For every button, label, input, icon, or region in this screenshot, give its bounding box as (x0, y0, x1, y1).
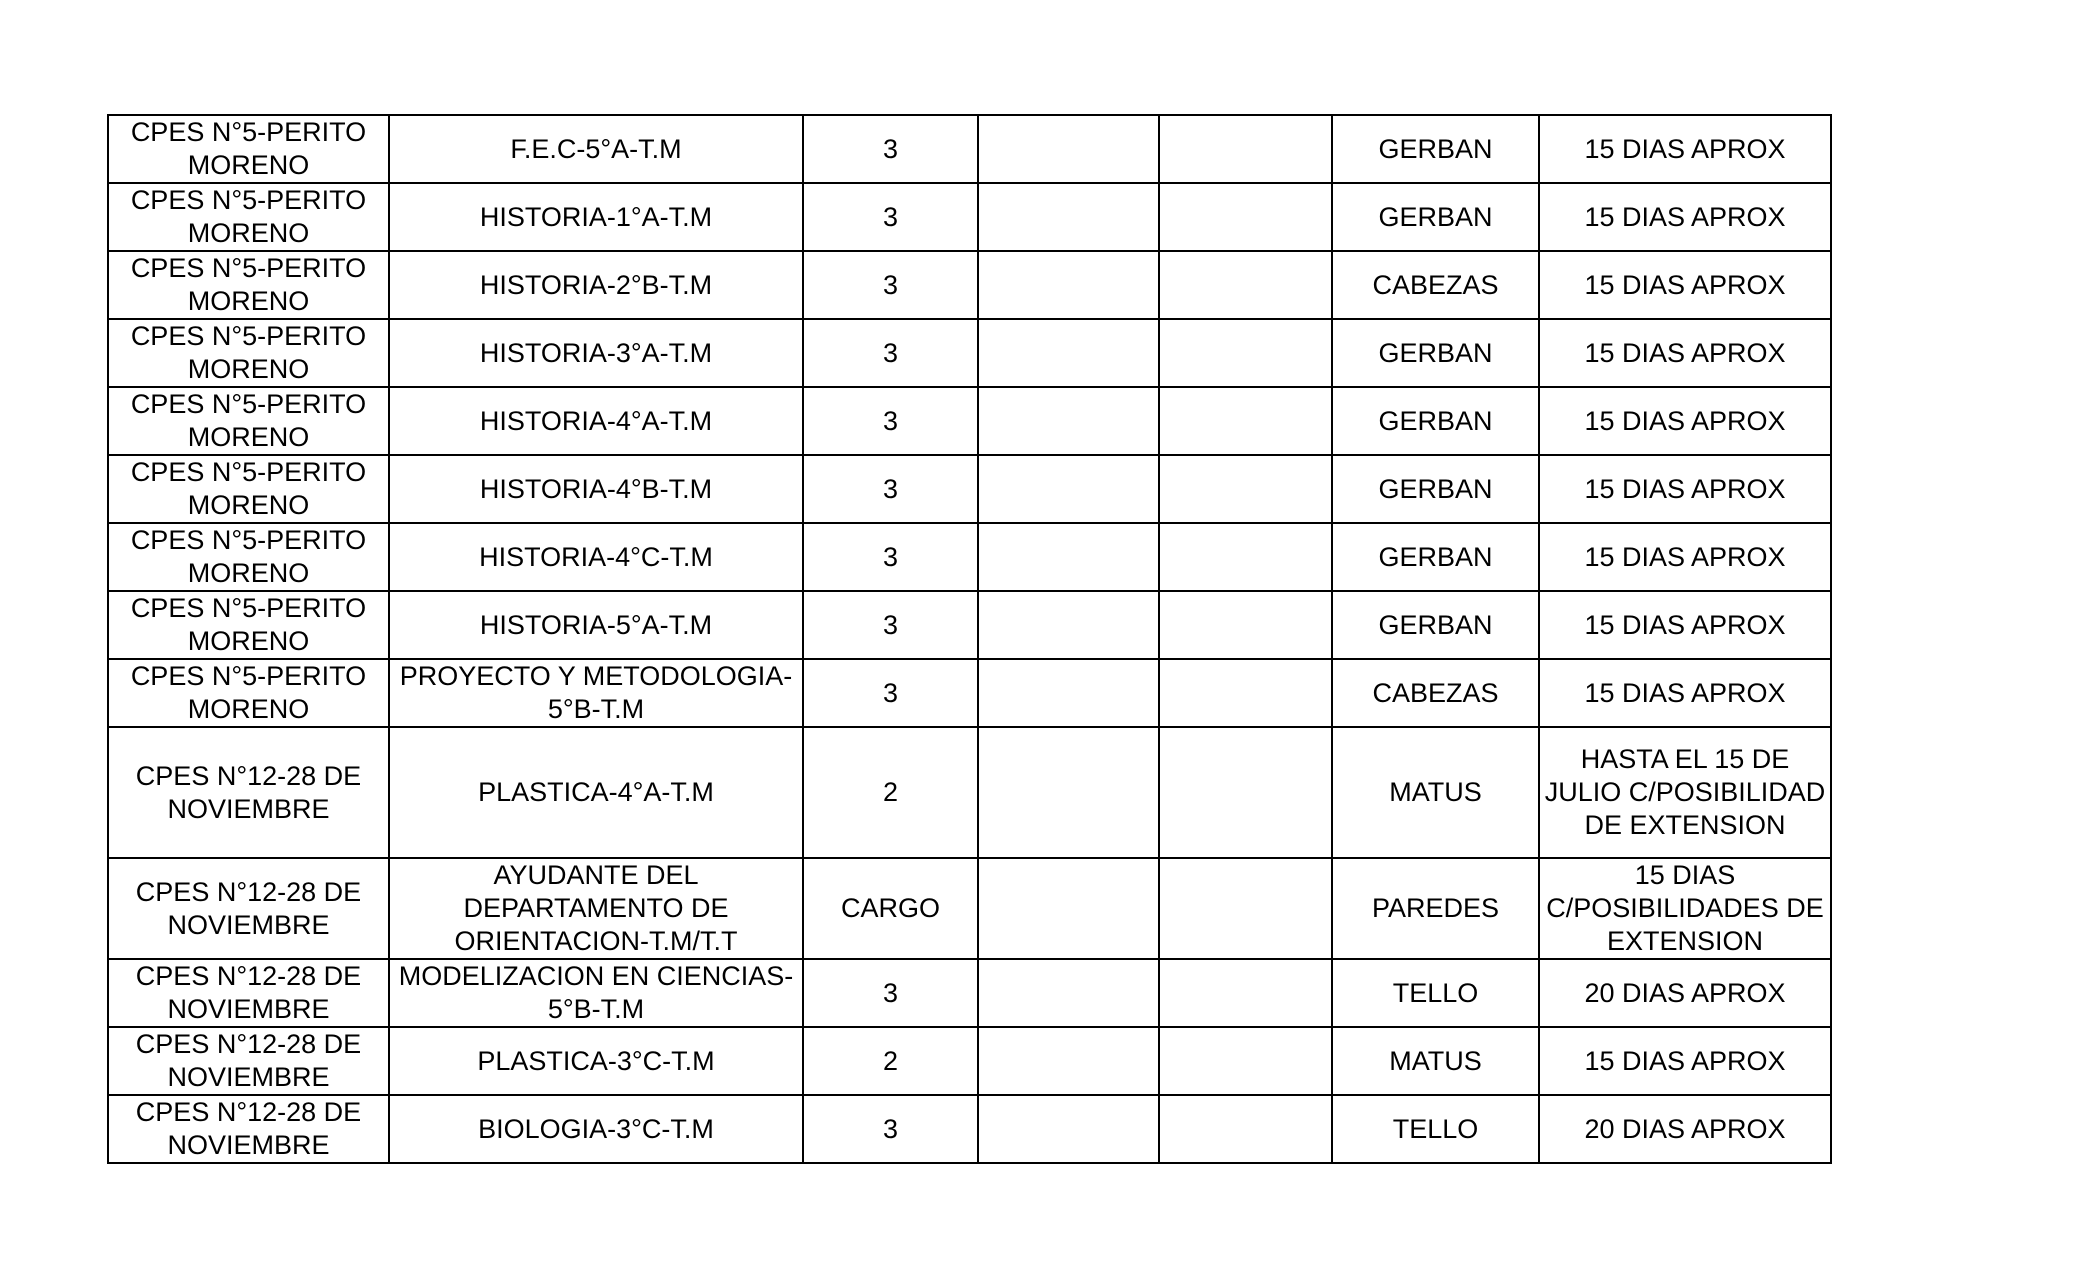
school-cell: CPES N°5-PERITO MORENO (108, 387, 389, 455)
duration-cell: HASTA EL 15 DE JULIO C/POSIBILIDAD DE EXTENSION (1539, 727, 1831, 858)
duration-cell: 15 DIAS APROX (1539, 319, 1831, 387)
table-row (108, 387, 1831, 455)
teacher-cell: CABEZAS (1332, 251, 1539, 319)
duration-cell: 15 DIAS C/POSIBILIDADES DE EXTENSION (1539, 858, 1831, 959)
teacher-cell: TELLO (1332, 959, 1539, 1027)
hours-cell: 3 (803, 591, 978, 659)
empty-cell (1159, 1095, 1332, 1163)
hours-cell: 3 (803, 387, 978, 455)
duration-cell: 15 DIAS APROX (1539, 523, 1831, 591)
teacher-cell: GERBAN (1332, 319, 1539, 387)
table-row (108, 251, 1831, 319)
subject-cell: HISTORIA-4°B-T.M (389, 455, 803, 523)
empty-cell (1159, 1027, 1332, 1095)
subject-cell: PROYECTO Y METODOLOGIA- 5°B-T.M (389, 659, 803, 727)
teacher-cell: TELLO (1332, 1095, 1539, 1163)
empty-cell (1159, 387, 1332, 455)
subject-cell: HISTORIA-4°C-T.M (389, 523, 803, 591)
duration-cell: 15 DIAS APROX (1539, 183, 1831, 251)
table-row (108, 183, 1831, 251)
table-row (108, 727, 1831, 858)
subject-cell: BIOLOGIA-3°C-T.M (389, 1095, 803, 1163)
table-row (108, 523, 1831, 591)
subject-cell: HISTORIA-5°A-T.M (389, 591, 803, 659)
hours-cell: 2 (803, 1027, 978, 1095)
empty-cell (978, 387, 1159, 455)
hours-cell: 3 (803, 659, 978, 727)
empty-cell (978, 251, 1159, 319)
empty-cell (978, 959, 1159, 1027)
empty-cell (978, 115, 1159, 183)
teacher-cell: MATUS (1332, 727, 1539, 858)
teacher-cell: PAREDES (1332, 858, 1539, 959)
school-cell: CPES N°12-28 DE NOVIEMBRE (108, 959, 389, 1027)
empty-cell (1159, 115, 1332, 183)
table-row (108, 115, 1831, 183)
subject-cell: MODELIZACION EN CIENCIAS- 5°B-T.M (389, 959, 803, 1027)
hours-cell: 3 (803, 251, 978, 319)
subject-cell: AYUDANTE DEL DEPARTAMENTO DE ORIENTACION-T.M/T.T (389, 858, 803, 959)
subject-cell: PLASTICA-4°A-T.M (389, 727, 803, 858)
school-cell: CPES N°5-PERITO MORENO (108, 251, 389, 319)
empty-cell (1159, 659, 1332, 727)
subject-cell: F.E.C-5°A-T.M (389, 115, 803, 183)
teacher-cell: GERBAN (1332, 183, 1539, 251)
school-cell: CPES N°12-28 DE NOVIEMBRE (108, 1095, 389, 1163)
table-row (108, 858, 1831, 959)
empty-cell (978, 523, 1159, 591)
duration-cell: 20 DIAS APROX (1539, 1095, 1831, 1163)
hours-cell: 3 (803, 523, 978, 591)
school-cell: CPES N°5-PERITO MORENO (108, 319, 389, 387)
empty-cell (978, 1095, 1159, 1163)
school-cell: CPES N°12-28 DE NOVIEMBRE (108, 858, 389, 959)
hours-cell: 3 (803, 455, 978, 523)
subject-cell: HISTORIA-1°A-T.M (389, 183, 803, 251)
hours-cell: 2 (803, 727, 978, 858)
empty-cell (978, 659, 1159, 727)
empty-cell (978, 591, 1159, 659)
empty-cell (978, 183, 1159, 251)
hours-cell: 3 (803, 183, 978, 251)
hours-cell: 3 (803, 115, 978, 183)
teacher-cell: GERBAN (1332, 455, 1539, 523)
empty-cell (1159, 858, 1332, 959)
duration-cell: 15 DIAS APROX (1539, 251, 1831, 319)
table-row (108, 319, 1831, 387)
school-cell: CPES N°12-28 DE NOVIEMBRE (108, 727, 389, 858)
duration-cell: 15 DIAS APROX (1539, 659, 1831, 727)
table-row (108, 591, 1831, 659)
duration-cell: 15 DIAS APROX (1539, 387, 1831, 455)
empty-cell (978, 455, 1159, 523)
school-cell: CPES N°5-PERITO MORENO (108, 115, 389, 183)
empty-cell (1159, 959, 1332, 1027)
empty-cell (978, 1027, 1159, 1095)
duration-cell: 15 DIAS APROX (1539, 1027, 1831, 1095)
hours-cell: CARGO (803, 858, 978, 959)
school-cell: CPES N°5-PERITO MORENO (108, 659, 389, 727)
hours-cell: 3 (803, 959, 978, 1027)
empty-cell (1159, 523, 1332, 591)
teacher-cell: GERBAN (1332, 523, 1539, 591)
teacher-cell: GERBAN (1332, 387, 1539, 455)
duration-cell: 15 DIAS APROX (1539, 115, 1831, 183)
school-cell: CPES N°5-PERITO MORENO (108, 523, 389, 591)
subject-cell: HISTORIA-2°B-T.M (389, 251, 803, 319)
table-row (108, 455, 1831, 523)
duration-cell: 20 DIAS APROX (1539, 959, 1831, 1027)
empty-cell (1159, 251, 1332, 319)
empty-cell (1159, 727, 1332, 858)
table-row (108, 659, 1831, 727)
empty-cell (1159, 591, 1332, 659)
school-cell: CPES N°5-PERITO MORENO (108, 183, 389, 251)
empty-cell (1159, 455, 1332, 523)
teacher-cell: GERBAN (1332, 591, 1539, 659)
duration-cell: 15 DIAS APROX (1539, 455, 1831, 523)
subject-cell: HISTORIA-4°A-T.M (389, 387, 803, 455)
subject-cell: PLASTICA-3°C-T.M (389, 1027, 803, 1095)
school-cell: CPES N°5-PERITO MORENO (108, 591, 389, 659)
school-cell: CPES N°5-PERITO MORENO (108, 455, 389, 523)
empty-cell (978, 727, 1159, 858)
empty-cell (978, 858, 1159, 959)
empty-cell (1159, 319, 1332, 387)
school-cell: CPES N°12-28 DE NOVIEMBRE (108, 1027, 389, 1095)
table-row (108, 959, 1831, 1027)
assignments-table (107, 114, 1832, 1164)
empty-cell (978, 319, 1159, 387)
empty-cell (1159, 183, 1332, 251)
teacher-cell: GERBAN (1332, 115, 1539, 183)
duration-cell: 15 DIAS APROX (1539, 591, 1831, 659)
teacher-cell: MATUS (1332, 1027, 1539, 1095)
table-row (108, 1027, 1831, 1095)
table-row (108, 1095, 1831, 1163)
hours-cell: 3 (803, 319, 978, 387)
teacher-cell: CABEZAS (1332, 659, 1539, 727)
subject-cell: HISTORIA-3°A-T.M (389, 319, 803, 387)
hours-cell: 3 (803, 1095, 978, 1163)
